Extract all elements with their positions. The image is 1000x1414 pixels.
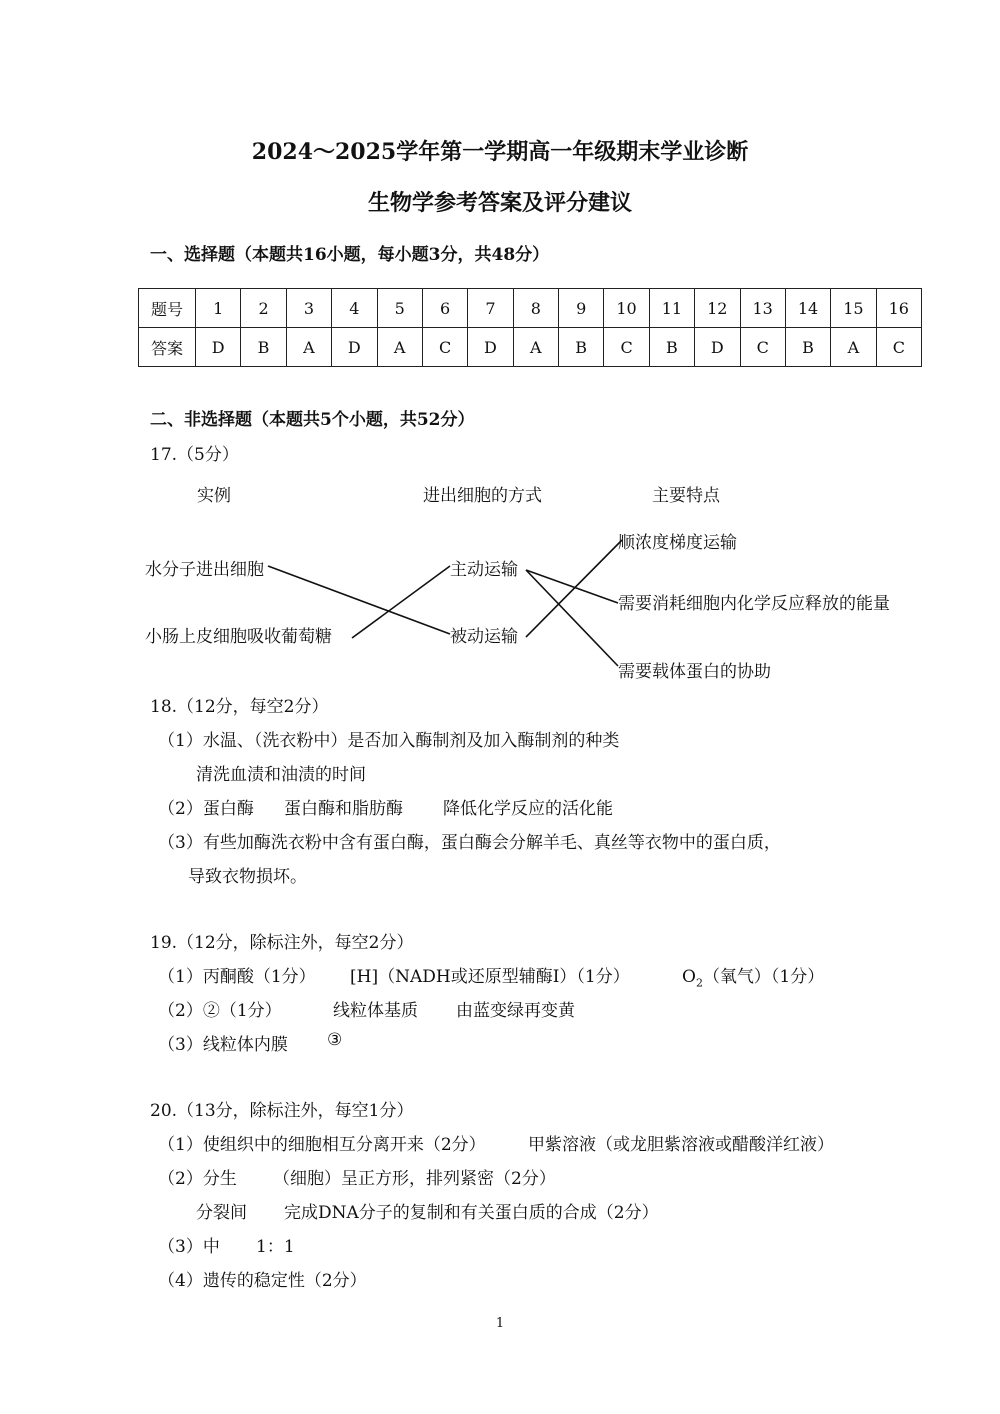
table-cell: B [241, 328, 286, 367]
match-line-active-carrier [526, 570, 618, 666]
q18-answer-3: （3）有些加酶洗衣粉中含有蛋白酶，蛋白酶会分解羊毛、真丝等衣物中的蛋白质， [158, 833, 781, 853]
match-line-passive-gradient [526, 540, 622, 637]
table-cell: B [559, 328, 604, 367]
q20-answer-4: （4）遗传的稳定性（2分） [158, 1271, 367, 1291]
table-cell: C [604, 328, 649, 367]
table-cell: B [785, 328, 830, 367]
table-cell: A [513, 328, 558, 367]
section1-heading: 一、选择题（本题共16小题，每小题3分，共48分） [150, 245, 550, 265]
table-cell: C [422, 328, 467, 367]
col-example-label: 实例 [197, 486, 231, 506]
section2-heading: 二、非选择题（本题共5个小题，共52分） [150, 410, 475, 430]
col-feature-label: 主要特点 [652, 486, 720, 506]
table-cell: 1 [196, 289, 241, 328]
table-cell: 3 [286, 289, 331, 328]
row-label: 题号 [139, 289, 196, 328]
q17-header: 17.（5分） [150, 445, 239, 465]
table-cell: D [332, 328, 377, 367]
table-cell: C [740, 328, 785, 367]
table-cell: 6 [422, 289, 467, 328]
row-label: 答案 [139, 328, 196, 367]
q18-answer-1: （1）水温、（洗衣粉中）是否加入酶制剂及加入酶制剂的种类 [158, 731, 620, 751]
example-water: 水分子进出细胞 [145, 560, 264, 580]
q19-answer-2a: （2）②（1分） [158, 1001, 282, 1021]
q18-answer-2a: （2）蛋白酶 [158, 799, 254, 819]
table-cell: D [468, 328, 513, 367]
table-cell: 7 [468, 289, 513, 328]
oxygen-note: （氧气）（1分） [702, 967, 825, 987]
q18-answer-2b: 蛋白酶和脂肪酶 [284, 799, 403, 819]
table-cell: 11 [649, 289, 694, 328]
feature-gradient: 顺浓度梯度运输 [618, 533, 737, 553]
table-cell: 9 [559, 289, 604, 328]
q20-answer-1b: 甲紫溶液（或龙胆紫溶液或醋酸洋红液） [528, 1135, 834, 1155]
oxygen-subscript: 2 [695, 976, 703, 990]
example-glucose: 小肠上皮细胞吸收葡萄糖 [145, 627, 332, 647]
table-cell: C [876, 328, 921, 367]
col-method-label: 进出细胞的方式 [423, 486, 542, 506]
match-line-active-energy [526, 570, 618, 603]
q20-answer-3b: 1：1 [256, 1237, 295, 1257]
q19-answer-2b: 线粒体基质 [333, 1001, 418, 1021]
q19-answer-3a: （3）线粒体内膜 [158, 1035, 288, 1055]
table-cell: D [196, 328, 241, 367]
match-line-glucose-active [352, 566, 450, 638]
table-cell: 12 [695, 289, 740, 328]
table-cell: A [831, 328, 876, 367]
q20-answer-2b: （细胞）呈正方形，排列紧密（2分） [273, 1169, 556, 1189]
document-subtitle: 生物学参考答案及评分建议 [367, 190, 632, 216]
document-title: 2024～2025学年第一学期高一年级期末学业诊断 [251, 139, 749, 165]
table-cell: 4 [332, 289, 377, 328]
q20-header: 20.（13分，除标注外，每空1分） [150, 1101, 414, 1121]
q18-answer-2c: 降低化学反应的活化能 [443, 799, 613, 819]
q20-answer-2c: 分裂间 [196, 1203, 247, 1223]
q19-answer-1c [682, 962, 824, 989]
table-cell: 14 [785, 289, 830, 328]
q19-answer-2c: 由蓝变绿再变黄 [456, 1001, 575, 1021]
table-cell: B [649, 328, 694, 367]
table-cell: 16 [876, 289, 921, 328]
method-active: 主动运输 [450, 560, 518, 580]
q19-answer-3b: ③ [327, 1030, 343, 1050]
table-cell: A [286, 328, 331, 367]
q20-answer-3a: （3）中 [158, 1237, 220, 1257]
q19-answer-1a: （1）丙酮酸（1分） [158, 967, 316, 987]
q20-answer-2a: （2）分生 [158, 1169, 237, 1189]
q18-answer-3b: 导致衣物损坏。 [188, 867, 307, 887]
table-cell: 10 [604, 289, 649, 328]
table-cell: 15 [831, 289, 876, 328]
table-cell: 13 [740, 289, 785, 328]
table-cell: A [377, 328, 422, 367]
q19-answer-1b: [H]（NADH或还原型辅酶Ⅰ）（1分） [350, 967, 630, 987]
q18-header: 18.（12分，每空2分） [150, 697, 329, 717]
table-cell: 5 [377, 289, 422, 328]
method-passive: 被动运输 [450, 627, 518, 647]
page-number: 1 [495, 1316, 505, 1331]
q19-header: 19.（12分，除标注外，每空2分） [150, 933, 414, 953]
table-cell: 2 [241, 289, 286, 328]
q18-answer-1b: 清洗血渍和油渍的时间 [196, 765, 366, 785]
table-cell: 8 [513, 289, 558, 328]
feature-energy: 需要消耗细胞内化学反应释放的能量 [618, 594, 890, 614]
q20-answer-2d: 完成DNA分子的复制和有关蛋白质的合成（2分） [284, 1203, 659, 1223]
feature-carrier: 需要载体蛋白的协助 [618, 662, 771, 682]
table-cell: D [695, 328, 740, 367]
oxygen-symbol: O [682, 967, 696, 987]
q20-answer-1a: （1）使组织中的细胞相互分离开来（2分） [158, 1135, 486, 1155]
